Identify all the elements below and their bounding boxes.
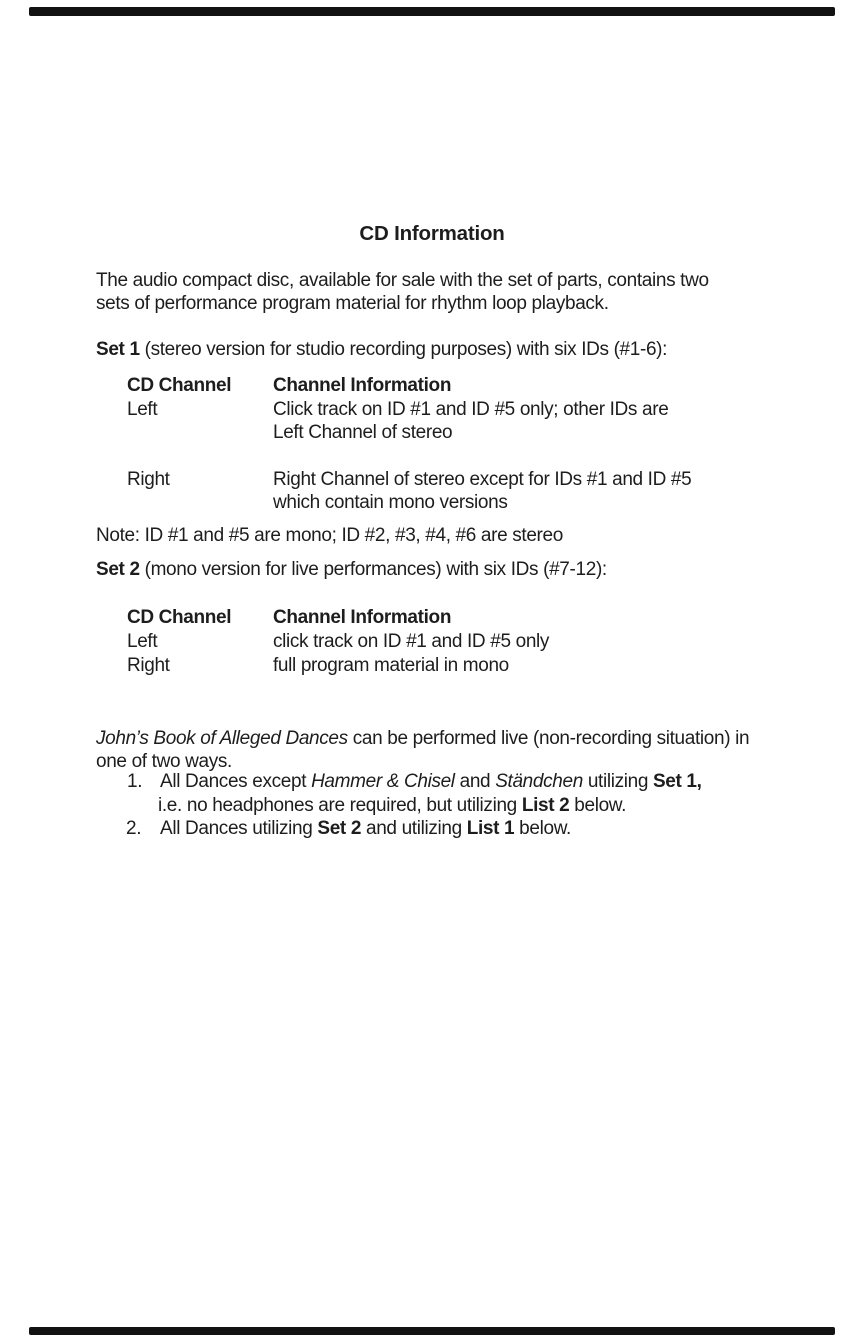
set2-table-row-left-channel: Left [127, 631, 158, 652]
page-title: CD Information [359, 222, 505, 245]
set1-heading: Set 1 (stereo version for studio recording purposes) with six IDs (#1-6): [96, 339, 668, 360]
set2-table-row-left-info: click track on ID #1 and ID #5 only [273, 631, 550, 652]
set2-table-header-cd-channel: CD Channel [127, 607, 232, 628]
set1-table-row-left-channel: Left [127, 399, 158, 420]
list-item-2-line-1: All Dances utilizing Set 2 and utilizing List 1 below. [160, 818, 571, 839]
list-item-2-number: 2. [126, 818, 142, 839]
closing-paragraph-line-1: John’s Book of Alleged Dances can be performed live (non-recording situation) in [96, 728, 750, 749]
set2-table-row-right-info: full program material in mono [273, 655, 509, 676]
list-item-1-number: 1. [127, 771, 143, 792]
set2-table-header-channel-information: Channel Information [273, 607, 452, 628]
set1-table-header-cd-channel: CD Channel [127, 375, 232, 396]
mono-stereo-note: Note: ID #1 and #5 are mono; ID #2, #3, #4, #6 are stereo [96, 525, 563, 546]
intro-paragraph-line-1: The audio compact disc, available for sale with the set of parts, contains two [96, 270, 709, 291]
set1-table-row-left-info-line-2: Left Channel of stereo [273, 422, 453, 443]
set1-table-row-right-info-line-1: Right Channel of stereo except for IDs #1 and ID #5 [273, 469, 692, 490]
set2-table-row-right-channel: Right [127, 655, 170, 676]
bottom-scan-edge [29, 1327, 835, 1335]
intro-paragraph-line-2: sets of performance program material for rhythm loop playback. [96, 293, 609, 314]
closing-paragraph-line-2: one of two ways. [96, 751, 232, 772]
list-item-1-line-2: i.e. no headphones are required, but utilizing List 2 below. [158, 795, 627, 816]
set1-table-header-channel-information: Channel Information [273, 375, 452, 396]
set1-table-row-right-info-line-2: which contain mono versions [273, 492, 508, 513]
set1-table-row-left-info-line-1: Click track on ID #1 and ID #5 only; other IDs are [273, 399, 669, 420]
set1-table-row-right-channel: Right [127, 469, 170, 490]
top-scan-edge [29, 7, 835, 16]
list-item-1-line-1: All Dances except Hammer & Chisel and Ständchen utilizing Set 1, [160, 771, 702, 792]
set2-heading: Set 2 (mono version for live performances) with six IDs (#7-12): [96, 559, 607, 580]
